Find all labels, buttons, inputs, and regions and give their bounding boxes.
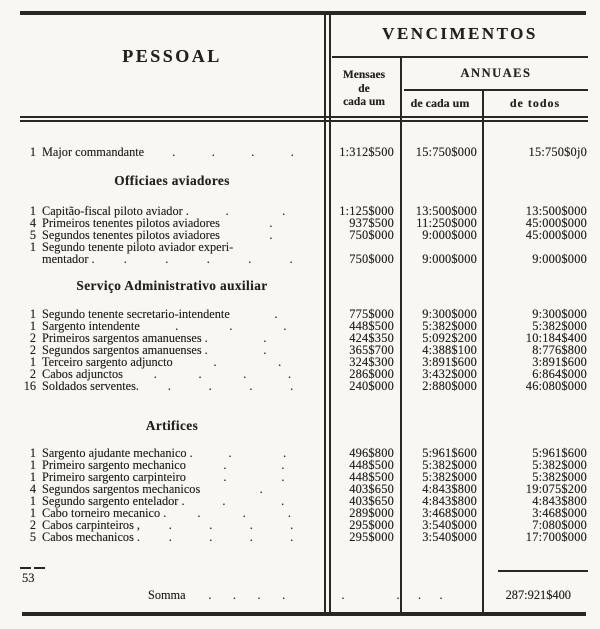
row-count: 1 <box>29 355 36 369</box>
row-name-cell <box>36 531 324 543</box>
anual-todos-value: 3:891$600 <box>532 355 587 369</box>
leader-dot: . <box>213 356 217 368</box>
leader-dot: . <box>232 588 236 602</box>
somma-row <box>20 589 588 601</box>
somma-mensal-cell: . <box>341 588 345 602</box>
leader-dot: . <box>281 459 285 471</box>
anual-todos-value: 10:184$400 <box>525 331 587 345</box>
table-row <box>20 241 588 253</box>
anual-todos-value: 5:382$000 <box>532 319 587 333</box>
anual-cada-um-value: 3:540$000 <box>422 518 477 532</box>
leader-dot: . <box>223 459 227 471</box>
row-count: 2 <box>29 331 36 345</box>
leader-dots <box>208 344 324 356</box>
mensal-value: 496$800 <box>349 446 394 460</box>
leader-dot: . <box>206 253 210 265</box>
anual-cada-um-value: 9:300$000 <box>422 307 477 321</box>
column-header-vencimentos: VENCIMENTOS <box>382 24 538 43</box>
row-name-text: Primeiro sargento mechanico <box>42 458 186 472</box>
leader-dot: . <box>257 588 261 602</box>
anual-cada-um-value: 5:382$000 <box>422 470 477 484</box>
leader-dot: . <box>263 344 267 356</box>
leader-dot: . <box>208 588 212 602</box>
somma-leader-dots <box>186 589 308 601</box>
leader-dots <box>233 241 324 253</box>
leader-dot: . <box>248 253 252 265</box>
row-name-text: Segundo sargento entelador . <box>42 494 185 508</box>
header-double-rule-1 <box>20 116 588 118</box>
table-bottom-rule <box>22 612 586 616</box>
mensal-value: 240$000 <box>349 379 394 393</box>
anual-cada-um-value: 5:092$200 <box>422 331 477 345</box>
leader-dot: . <box>168 519 172 531</box>
anual-todos-value: 5:382$000 <box>532 458 587 472</box>
leader-dots <box>166 507 324 519</box>
anual-cada-um-value: 2:880$000 <box>422 379 477 393</box>
leader-dot: . <box>290 380 294 392</box>
leader-dot: . <box>243 368 247 380</box>
row-count: 4 <box>29 482 36 496</box>
row-count: 1 <box>29 319 36 333</box>
row-count: 1 <box>29 470 36 484</box>
leader-dot: . <box>165 253 169 265</box>
leader-dots <box>173 356 324 368</box>
anual-todos-value: 45:000$000 <box>525 216 587 230</box>
row-name-text: Primeiros tenentes pilotos aviadores <box>42 216 220 230</box>
leader-dots <box>123 368 324 380</box>
leader-dot: . <box>223 471 227 483</box>
anual-cada-um-value: 3:468$000 <box>422 506 477 520</box>
header-double-rule-2 <box>20 120 588 122</box>
row-name-text: Primeiro sargento carpinteiro <box>42 470 186 484</box>
row-count: 1 <box>29 506 36 520</box>
leader-dot: . <box>287 507 291 519</box>
table-top-rule <box>20 11 586 15</box>
leader-dot: . <box>249 519 253 531</box>
row-name-text: Segundos sargentos amanuenses . <box>42 343 208 357</box>
mensal-value: 775$000 <box>349 307 394 321</box>
leader-dot: . <box>209 531 213 543</box>
row-name-cell <box>36 253 324 265</box>
anual-todos-value: 5:961$600 <box>532 446 587 460</box>
row-count: 1 <box>29 446 36 460</box>
section-heading: Serviço Administrativo auxiliar <box>76 278 268 293</box>
row-count: 2 <box>29 518 36 532</box>
anual-cada-um-value: 9:000$000 <box>422 228 477 242</box>
somma-total-value: 287:921$400 <box>505 588 571 602</box>
leader-dot: . <box>290 146 294 158</box>
mensal-value: 424$350 <box>349 331 394 345</box>
leader-dot: . <box>123 253 127 265</box>
table-row <box>20 531 588 543</box>
row-name-text: Sargento intendente <box>42 319 140 333</box>
leader-dots <box>139 380 324 392</box>
mensaes-line-3: cada um <box>343 96 385 108</box>
leader-dot: . <box>167 380 171 392</box>
row-name-text: Cabos mechanicos . <box>42 530 141 544</box>
anual-todos-value: 6:864$000 <box>532 367 587 381</box>
leader-dots <box>186 459 324 471</box>
mensal-value: 937$500 <box>349 216 394 230</box>
leader-dot: . <box>283 447 287 459</box>
leader-dot: . <box>222 495 226 507</box>
leader-dots <box>220 229 324 241</box>
leader-dot: . <box>153 368 157 380</box>
row-name-text: Major commandante <box>42 145 145 159</box>
anual-todos-value: 7:080$000 <box>532 518 587 532</box>
leader-dot: . <box>274 308 278 320</box>
leader-dot: . <box>251 146 255 158</box>
row-name-text: Soldados serventes. <box>42 379 139 393</box>
leader-dots <box>144 146 324 158</box>
footer-dash-1 <box>20 567 31 569</box>
mensal-value: 286$000 <box>349 367 394 381</box>
anual-todos-value: 17:700$000 <box>525 530 587 544</box>
row-name-text: mentador . <box>42 252 95 266</box>
row-name-text: Segundo tenente secretario-intendente <box>42 307 230 321</box>
mensal-value: 1:125$000 <box>339 204 394 218</box>
row-count: 16 <box>23 379 36 393</box>
anual-cada-um-value: 4:843$800 <box>422 482 477 496</box>
mensal-value: 365$700 <box>349 343 394 357</box>
vencimentos-underline <box>332 56 588 58</box>
anual-cada-um-value: 4:843$800 <box>422 494 477 508</box>
table-row <box>20 253 588 265</box>
row-count: 1 <box>29 204 36 218</box>
row-count: 1 <box>29 240 36 254</box>
leader-dot: . <box>269 217 273 229</box>
leader-dots <box>95 253 324 265</box>
anual-todos-value: 19:075$200 <box>525 482 587 496</box>
leader-dots <box>220 217 324 229</box>
leader-dot: . <box>281 471 285 483</box>
leader-dot: . <box>242 507 246 519</box>
leader-dots <box>185 495 324 507</box>
leader-dots <box>186 471 324 483</box>
leader-dots <box>140 519 324 531</box>
anual-cada-um-value: 5:382$000 <box>422 319 477 333</box>
row-count: 1 <box>29 494 36 508</box>
section-heading: Artifices <box>145 418 199 433</box>
table-row <box>20 380 588 392</box>
leader-dot: . <box>282 588 286 602</box>
column-header-mensaes <box>329 69 399 110</box>
row-count <box>20 253 36 265</box>
leader-dot: . <box>278 356 282 368</box>
mensal-value: 448$500 <box>349 470 394 484</box>
leader-dot: . <box>225 205 229 217</box>
table-row <box>20 146 588 158</box>
row-name-text: Cabos adjunctos <box>42 367 123 381</box>
anual-cada-um-value: 3:891$600 <box>422 355 477 369</box>
mensal-value: 750$000 <box>349 228 394 242</box>
annuaes-underline <box>404 89 588 91</box>
leader-dot: . <box>249 380 253 392</box>
mensal-value: 750$000 <box>349 252 394 266</box>
mensal-value: 403$650 <box>349 494 394 508</box>
row-name-text: Terceiro sargento adjuncto <box>42 355 173 369</box>
mensal-value: 324$300 <box>349 355 394 369</box>
leader-dot: . <box>208 380 212 392</box>
row-name-cell <box>36 146 324 158</box>
leader-dot: . <box>269 229 273 241</box>
row-count: 1 <box>29 458 36 472</box>
somma-label: Somma <box>148 588 186 602</box>
row-name-text: Segundos tenentes pilotos aviadores <box>42 228 220 242</box>
somma-label-cell <box>20 589 308 601</box>
column-header-de-cada-um: de cada um <box>410 96 470 110</box>
row-count: 2 <box>29 343 36 357</box>
leader-dot: . <box>282 205 286 217</box>
somma-anual-cell: . . . <box>396 588 443 602</box>
row-name-text: Segundo tenente piloto aviador experi- <box>42 240 234 254</box>
leader-dot: . <box>209 519 213 531</box>
leader-dot: . <box>198 368 202 380</box>
anual-todos-value: 4:843$800 <box>532 494 587 508</box>
row-count: 1 <box>29 145 36 159</box>
anual-todos-value: 9:300$000 <box>532 307 587 321</box>
leader-dot: . <box>281 495 285 507</box>
table-body <box>20 140 588 543</box>
signature-page-mark: 53 <box>22 571 35 585</box>
anual-cada-um-value: 5:961$600 <box>422 446 477 460</box>
anual-todos-value: 45:000$000 <box>525 228 587 242</box>
anual-todos-value: 5:382$000 <box>532 470 587 484</box>
anual-cada-um-value: 11:250$000 <box>416 216 477 230</box>
column-header-pessoal: PESSOAL <box>122 46 222 66</box>
row-name-text: Cabos carpinteiros , <box>42 518 141 532</box>
total-column-rule <box>498 570 588 572</box>
anual-cada-um-value: 13:500$000 <box>415 204 477 218</box>
leader-dot: . <box>263 332 267 344</box>
leader-dot: . <box>259 483 263 495</box>
anual-cada-um-value: 15:750$000 <box>415 145 477 159</box>
anual-todos-value: 46:080$000 <box>525 379 587 393</box>
leader-dot: . <box>168 531 172 543</box>
row-count: 2 <box>29 367 36 381</box>
row-count: 5 <box>29 228 36 242</box>
row-name-text: Cabo torneiro mecanico . <box>42 506 167 520</box>
leader-dots <box>200 483 324 495</box>
leader-dot: . <box>175 320 179 332</box>
leader-dot: . <box>290 519 294 531</box>
leader-dot: . <box>229 320 233 332</box>
footer-dash-2 <box>34 567 45 569</box>
anual-cada-um-value: 3:432$000 <box>422 367 477 381</box>
row-count: 4 <box>29 216 36 230</box>
mensal-value: 295$000 <box>349 530 394 544</box>
row-name-text: Sargento ajudante mechanico . <box>42 446 193 460</box>
mensal-value: 403$650 <box>349 482 394 496</box>
anual-todos-value: 3:468$000 <box>532 506 587 520</box>
leader-dot: . <box>288 368 292 380</box>
mensal-value: 448$500 <box>349 319 394 333</box>
anual-cada-um-value: 9:000$000 <box>422 252 477 266</box>
leader-dot: . <box>283 320 287 332</box>
row-name-text: Primeiros sargentos amanuenses . <box>42 331 208 345</box>
row-count: 5 <box>29 530 36 544</box>
anual-cada-um-value: 3:540$000 <box>422 530 477 544</box>
mensal-value: 448$500 <box>349 458 394 472</box>
mensal-value: 1:312$500 <box>339 145 394 159</box>
anual-cada-um-value: 5:382$000 <box>422 458 477 472</box>
section-heading: Officiaes aviadores <box>114 173 230 188</box>
leader-dot: . <box>289 253 293 265</box>
anual-cada-um-value: 4:388$100 <box>422 343 477 357</box>
leader-dots <box>193 447 324 459</box>
mensaes-line-1: Mensaes <box>342 69 386 81</box>
anual-todos-value: 15:750$0j0 <box>528 145 587 159</box>
anual-todos-value: 13:500$000 <box>525 204 587 218</box>
column-header-annuaes: ANNUAES <box>460 66 532 80</box>
row-name-text: Segundos sargentos mechanicos <box>42 482 201 496</box>
leader-dot: . <box>197 507 201 519</box>
leader-dot: . <box>290 531 294 543</box>
row-name-text: Capitão-fiscal piloto aviador . <box>42 204 189 218</box>
mensaes-line-2: de <box>358 82 370 95</box>
leader-dot: . <box>228 447 232 459</box>
mensal-value: 295$000 <box>349 518 394 532</box>
row-count: 1 <box>29 307 36 321</box>
anual-todos-value: 9:000$000 <box>532 252 587 266</box>
leader-dot: . <box>249 531 253 543</box>
leader-dots <box>208 332 324 344</box>
leader-dot: . <box>172 146 176 158</box>
mensal-value: 289$000 <box>349 506 394 520</box>
leader-dot: . <box>211 146 215 158</box>
leader-dots <box>140 531 324 543</box>
leader-dots <box>230 308 324 320</box>
row-name-cell <box>36 380 324 392</box>
anual-todos-value: 8:776$800 <box>532 343 587 357</box>
column-header-de-todos: de todos <box>509 96 561 110</box>
